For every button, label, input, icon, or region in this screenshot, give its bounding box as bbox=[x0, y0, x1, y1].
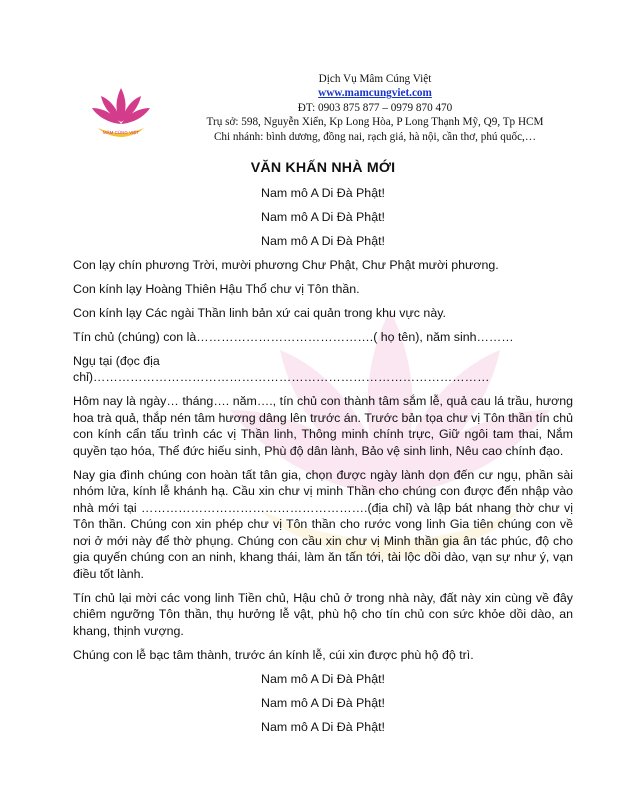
prayer-text bbox=[73, 160, 573, 743]
branches-line: Chi nhánh: bình dương, đồng nai, rạch giá, hà nội, cần thơ, phú quốc,… bbox=[213, 130, 537, 143]
invocation-line: Nam mô A Di Đà Phật! bbox=[261, 233, 385, 248]
paragraph: Ngụ tại (đọc địa chỉ)…………………………………………………………………………………… bbox=[73, 353, 490, 384]
paragraph: Nay gia đình chúng con hoàn tất tân gia, chọn được ngày lành dọn đến cư ngụ, phần sài nhóm lửa, kính lễ khánh hạ. Cầu xin chư vị minh Thần cho chúng con được đến nhập vào nhà mới tại ……………………………………………….(địa chỉ) và lập bát nhang thờ chư vị Tôn thần. Chúng con xin phép chư vị Tôn thần cho rước vong linh Gia tiên chúng con về nơi ở mới này để thờ phụng. Chúng con cầu xin chư vị Minh thần gia ân tác phúc, độ cho gia quyến chúng con an ninh, khang thái, làm ăn tấn tới, tài lộc dồi dào, vạn sự như ý, vạn điều tốt lành. bbox=[73, 467, 573, 581]
paragraph: Con kính lạy Các ngài Thần linh bản xứ cai quản trong khu vực này. bbox=[73, 305, 446, 320]
logo-label: MÂM CÚNG VIỆT bbox=[102, 130, 140, 135]
website-link[interactable]: www.mamcungviet.com bbox=[318, 87, 432, 100]
invocation-line: Nam mô A Di Đà Phật! bbox=[261, 185, 385, 200]
invocation-line: Nam mô A Di Đà Phật! bbox=[261, 671, 385, 686]
paragraph: Tín chủ lại mời các vong linh Tiền chủ, Hậu chủ ở trong nhà này, đất này xin cùng về đây chiêm ngưỡng Tôn thần, thụ hưởng lễ vật, phù hộ cho tín chủ con sức khỏe dồi dào, an khang, thịnh vượng. bbox=[73, 590, 573, 638]
invocation-line: Nam mô A Di Đà Phật! bbox=[261, 695, 385, 710]
paragraph: Hôm nay là ngày… tháng…. năm…., tín chủ con thành tâm sắm lễ, quả cau lá trầu, hương hoa trà quả, thắp nén tâm hương dâng lên trước án. Trước bản tọa chư vị Tôn thần tín chủ con kính cẩn tấu trình các vị Thần linh, Thông minh chính trực, Giữ ngôi tam thai, Nắm quyền tạo hóa, Thể đức hiếu sinh, Phù độ dân lành, Bảo vệ sinh linh, Nêu cao chính đạo. bbox=[73, 394, 573, 458]
paragraph: Tín chủ (chúng) con là…………………………………….( họ tên), năm sinh……… bbox=[73, 329, 514, 344]
address-line: Trụ sở: 598, Nguyễn Xiển, Kp Long Hòa, P Long Thạnh Mỹ, Q9, Tp HCM bbox=[206, 116, 544, 129]
paragraph: Con kính lạy Hoàng Thiên Hậu Thổ chư vị Tôn thần. bbox=[73, 281, 360, 296]
invocation-line: Nam mô A Di Đà Phật! bbox=[261, 209, 385, 224]
letterhead bbox=[90, 72, 590, 152]
paragraph: Chúng con lễ bạc tâm thành, trước án kính lễ, cúi xin được phù hộ độ trì. bbox=[73, 647, 474, 662]
invocation-line: Nam mô A Di Đà Phật! bbox=[261, 719, 385, 734]
document-title: VĂN KHẤN NHÀ MỚI bbox=[250, 160, 396, 176]
company-name: Dịch Vụ Mâm Cúng Việt bbox=[318, 73, 432, 85]
phone-line: ĐT: 0903 875 877 – 0979 870 470 bbox=[297, 101, 453, 114]
paragraph: Con lạy chín phương Trời, mười phương Chư Phật, Chư Phật mười phương. bbox=[73, 257, 499, 272]
lotus-icon bbox=[90, 82, 152, 148]
